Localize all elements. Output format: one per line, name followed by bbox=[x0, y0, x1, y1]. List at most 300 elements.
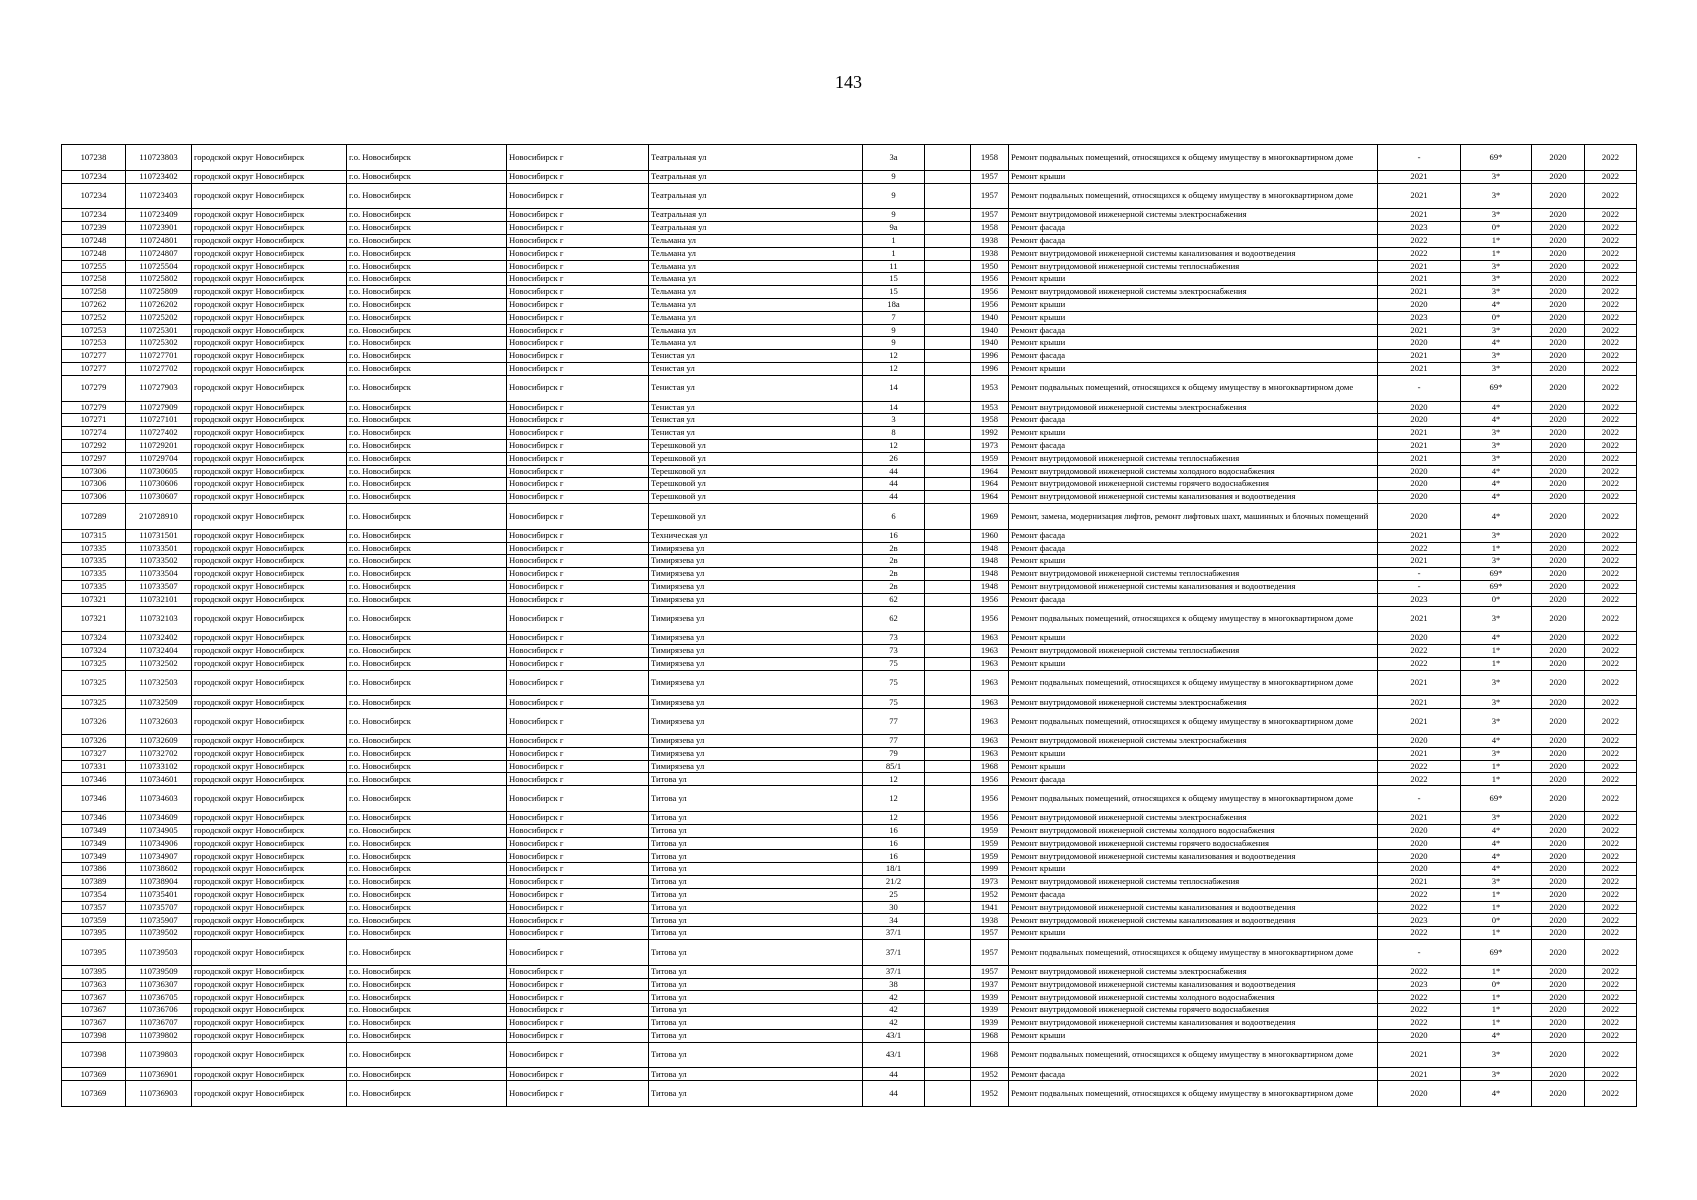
cell-year-built: 1958 bbox=[971, 222, 1009, 235]
cell-house-id: 107349 bbox=[62, 824, 126, 837]
cell-item-code: 110733502 bbox=[126, 555, 192, 568]
cell-item-code: 110729704 bbox=[126, 452, 192, 465]
cell-city: Новосибирск г bbox=[507, 1017, 649, 1030]
cell-shift: 3* bbox=[1461, 1042, 1532, 1068]
cell-period-start: 2020 bbox=[1532, 670, 1585, 696]
cell-extra bbox=[925, 1042, 971, 1068]
cell-work-type: Ремонт крыши bbox=[1009, 555, 1378, 568]
cell-plan-year: 2021 bbox=[1378, 709, 1461, 735]
cell-work-type: Ремонт подвальных помещений, относящихся к общему имуществу в многоквартирном доме bbox=[1009, 709, 1378, 735]
cell-extra bbox=[925, 1068, 971, 1081]
cell-house-number: 62 bbox=[863, 593, 925, 606]
page-number: 143 bbox=[835, 72, 862, 92]
cell-plan-year: 2021 bbox=[1378, 529, 1461, 542]
cell-municipality: городской округ Новосибирск bbox=[192, 991, 347, 1004]
cell-period-start: 2020 bbox=[1532, 645, 1585, 658]
cell-shift: 4* bbox=[1461, 491, 1532, 504]
cell-city: Новосибирск г bbox=[507, 786, 649, 812]
cell-house-number: 44 bbox=[863, 1068, 925, 1081]
table-row bbox=[62, 529, 1637, 542]
cell-period-end: 2022 bbox=[1585, 1081, 1637, 1107]
cell-plan-year: 2020 bbox=[1378, 1029, 1461, 1042]
cell-plan-year: 2022 bbox=[1378, 247, 1461, 260]
cell-period-start: 2020 bbox=[1532, 1017, 1585, 1030]
cell-plan-year: - bbox=[1378, 940, 1461, 966]
cell-period-start: 2020 bbox=[1532, 209, 1585, 222]
cell-extra bbox=[925, 657, 971, 670]
cell-municipality: городской округ Новосибирск bbox=[192, 273, 347, 286]
table-row bbox=[62, 735, 1637, 748]
cell-item-code: 110738602 bbox=[126, 863, 192, 876]
cell-item-code: 110738904 bbox=[126, 876, 192, 889]
cell-municipality: городской округ Новосибирск bbox=[192, 670, 347, 696]
cell-house-id: 107395 bbox=[62, 927, 126, 940]
cell-plan-year: - bbox=[1378, 145, 1461, 171]
cell-year-built: 1948 bbox=[971, 555, 1009, 568]
cell-shift: 4* bbox=[1461, 414, 1532, 427]
table-row bbox=[62, 439, 1637, 452]
table-row bbox=[62, 850, 1637, 863]
cell-city: Новосибирск г bbox=[507, 401, 649, 414]
cell-street: Тельмана ул bbox=[649, 324, 863, 337]
cell-district: г.о. Новосибирск bbox=[347, 273, 507, 286]
cell-house-number: 12 bbox=[863, 350, 925, 363]
cell-city: Новосибирск г bbox=[507, 234, 649, 247]
cell-house-id: 107252 bbox=[62, 311, 126, 324]
cell-work-type: Ремонт внутридомовой инженерной системы электроснабжения bbox=[1009, 812, 1378, 825]
cell-period-end: 2022 bbox=[1585, 311, 1637, 324]
cell-street: Тенистая ул bbox=[649, 375, 863, 401]
cell-city: Новосибирск г bbox=[507, 247, 649, 260]
cell-street: Тимирязева ул bbox=[649, 760, 863, 773]
cell-period-end: 2022 bbox=[1585, 1004, 1637, 1017]
cell-extra bbox=[925, 876, 971, 889]
cell-period-start: 2020 bbox=[1532, 773, 1585, 786]
cell-period-end: 2022 bbox=[1585, 593, 1637, 606]
cell-period-end: 2022 bbox=[1585, 696, 1637, 709]
cell-period-end: 2022 bbox=[1585, 145, 1637, 171]
cell-street: Титова ул bbox=[649, 940, 863, 966]
cell-house-id: 107234 bbox=[62, 209, 126, 222]
cell-plan-year: 2021 bbox=[1378, 606, 1461, 632]
cell-district: г.о. Новосибирск bbox=[347, 850, 507, 863]
cell-extra bbox=[925, 311, 971, 324]
cell-period-end: 2022 bbox=[1585, 209, 1637, 222]
cell-work-type: Ремонт подвальных помещений, относящихся к общему имуществу в многоквартирном доме bbox=[1009, 786, 1378, 812]
cell-plan-year: 2022 bbox=[1378, 760, 1461, 773]
cell-period-end: 2022 bbox=[1585, 555, 1637, 568]
cell-period-start: 2020 bbox=[1532, 786, 1585, 812]
cell-house-id: 107367 bbox=[62, 991, 126, 1004]
cell-house-number: 62 bbox=[863, 606, 925, 632]
cell-city: Новосибирск г bbox=[507, 747, 649, 760]
cell-municipality: городской округ Новосибирск bbox=[192, 927, 347, 940]
cell-item-code: 110732502 bbox=[126, 657, 192, 670]
cell-district: г.о. Новосибирск bbox=[347, 491, 507, 504]
cell-period-start: 2020 bbox=[1532, 375, 1585, 401]
cell-street: Тенистая ул bbox=[649, 362, 863, 375]
cell-plan-year: 2023 bbox=[1378, 978, 1461, 991]
cell-house-id: 107321 bbox=[62, 593, 126, 606]
cell-period-start: 2020 bbox=[1532, 812, 1585, 825]
cell-city: Новосибирск г bbox=[507, 735, 649, 748]
cell-item-code: 110730605 bbox=[126, 465, 192, 478]
cell-item-code: 110727702 bbox=[126, 362, 192, 375]
cell-street: Титова ул bbox=[649, 991, 863, 1004]
cell-extra bbox=[925, 978, 971, 991]
cell-item-code: 210728910 bbox=[126, 503, 192, 529]
cell-district: г.о. Новосибирск bbox=[347, 735, 507, 748]
cell-street: Тимирязева ул bbox=[649, 632, 863, 645]
cell-period-end: 2022 bbox=[1585, 837, 1637, 850]
cell-shift: 3* bbox=[1461, 1068, 1532, 1081]
cell-plan-year: 2020 bbox=[1378, 1081, 1461, 1107]
cell-extra bbox=[925, 414, 971, 427]
cell-extra bbox=[925, 286, 971, 299]
cell-street: Тенистая ул bbox=[649, 401, 863, 414]
cell-district: г.о. Новосибирск bbox=[347, 606, 507, 632]
cell-city: Новосибирск г bbox=[507, 555, 649, 568]
table-row bbox=[62, 670, 1637, 696]
cell-house-id: 107248 bbox=[62, 247, 126, 260]
cell-municipality: городской округ Новосибирск bbox=[192, 247, 347, 260]
cell-shift: 1* bbox=[1461, 1004, 1532, 1017]
cell-street: Титова ул bbox=[649, 1042, 863, 1068]
cell-extra bbox=[925, 542, 971, 555]
cell-house-id: 107325 bbox=[62, 696, 126, 709]
table-row bbox=[62, 965, 1637, 978]
cell-period-end: 2022 bbox=[1585, 375, 1637, 401]
cell-district: г.о. Новосибирск bbox=[347, 927, 507, 940]
cell-plan-year: 2020 bbox=[1378, 478, 1461, 491]
cell-work-type: Ремонт крыши bbox=[1009, 863, 1378, 876]
cell-period-start: 2020 bbox=[1532, 324, 1585, 337]
cell-plan-year: 2020 bbox=[1378, 735, 1461, 748]
cell-house-id: 107335 bbox=[62, 555, 126, 568]
cell-shift: 4* bbox=[1461, 1081, 1532, 1107]
table-row bbox=[62, 645, 1637, 658]
cell-plan-year: 2020 bbox=[1378, 837, 1461, 850]
cell-district: г.о. Новосибирск bbox=[347, 824, 507, 837]
cell-extra bbox=[925, 350, 971, 363]
cell-year-built: 1992 bbox=[971, 427, 1009, 440]
cell-extra bbox=[925, 465, 971, 478]
cell-work-type: Ремонт внутридомовой инженерной системы теплоснабжения bbox=[1009, 645, 1378, 658]
cell-extra bbox=[925, 260, 971, 273]
cell-house-number: 12 bbox=[863, 439, 925, 452]
cell-house-number: 9 bbox=[863, 209, 925, 222]
cell-work-type: Ремонт подвальных помещений, относящихся к общему имуществу в многоквартирном доме bbox=[1009, 606, 1378, 632]
cell-house-number: 11 bbox=[863, 260, 925, 273]
cell-item-code: 110734907 bbox=[126, 850, 192, 863]
cell-municipality: городской округ Новосибирск bbox=[192, 439, 347, 452]
cell-house-id: 107346 bbox=[62, 786, 126, 812]
cell-year-built: 1939 bbox=[971, 1017, 1009, 1030]
cell-period-start: 2020 bbox=[1532, 657, 1585, 670]
cell-district: г.о. Новосибирск bbox=[347, 991, 507, 1004]
cell-work-type: Ремонт внутридомовой инженерной системы горячего водоснабжения bbox=[1009, 1004, 1378, 1017]
cell-district: г.о. Новосибирск bbox=[347, 401, 507, 414]
cell-street: Тенистая ул bbox=[649, 427, 863, 440]
cell-municipality: городской округ Новосибирск bbox=[192, 324, 347, 337]
cell-house-id: 107367 bbox=[62, 1017, 126, 1030]
cell-year-built: 1969 bbox=[971, 503, 1009, 529]
cell-district: г.о. Новосибирск bbox=[347, 876, 507, 889]
cell-period-start: 2020 bbox=[1532, 452, 1585, 465]
cell-year-built: 1948 bbox=[971, 542, 1009, 555]
cell-period-start: 2020 bbox=[1532, 927, 1585, 940]
cell-period-end: 2022 bbox=[1585, 965, 1637, 978]
cell-house-id: 107274 bbox=[62, 427, 126, 440]
cell-city: Новосибирск г bbox=[507, 1029, 649, 1042]
cell-district: г.о. Новосибирск bbox=[347, 901, 507, 914]
cell-extra bbox=[925, 991, 971, 1004]
cell-period-start: 2020 bbox=[1532, 529, 1585, 542]
cell-district: г.о. Новосибирск bbox=[347, 529, 507, 542]
cell-extra bbox=[925, 362, 971, 375]
cell-house-number: 79 bbox=[863, 747, 925, 760]
cell-district: г.о. Новосибирск bbox=[347, 311, 507, 324]
cell-street: Тимирязева ул bbox=[649, 555, 863, 568]
cell-city: Новосибирск г bbox=[507, 812, 649, 825]
cell-extra bbox=[925, 145, 971, 171]
cell-year-built: 1956 bbox=[971, 298, 1009, 311]
cell-period-end: 2022 bbox=[1585, 286, 1637, 299]
cell-shift: 1* bbox=[1461, 645, 1532, 658]
cell-shift: 0* bbox=[1461, 311, 1532, 324]
cell-year-built: 1968 bbox=[971, 1042, 1009, 1068]
cell-shift: 3* bbox=[1461, 350, 1532, 363]
cell-extra bbox=[925, 888, 971, 901]
cell-year-built: 1952 bbox=[971, 1081, 1009, 1107]
cell-plan-year: 2022 bbox=[1378, 991, 1461, 1004]
cell-city: Новосибирск г bbox=[507, 375, 649, 401]
cell-municipality: городской округ Новосибирск bbox=[192, 414, 347, 427]
cell-city: Новосибирск г bbox=[507, 491, 649, 504]
cell-city: Новосибирск г bbox=[507, 298, 649, 311]
cell-period-start: 2020 bbox=[1532, 555, 1585, 568]
cell-year-built: 1996 bbox=[971, 362, 1009, 375]
cell-plan-year: 2022 bbox=[1378, 1017, 1461, 1030]
cell-house-id: 107363 bbox=[62, 978, 126, 991]
cell-municipality: городской округ Новосибирск bbox=[192, 286, 347, 299]
cell-city: Новосибирск г bbox=[507, 503, 649, 529]
cell-municipality: городской округ Новосибирск bbox=[192, 837, 347, 850]
cell-plan-year: 2022 bbox=[1378, 645, 1461, 658]
cell-item-code: 110732101 bbox=[126, 593, 192, 606]
cell-work-type: Ремонт подвальных помещений, относящихся к общему имуществу в многоквартирном доме bbox=[1009, 1081, 1378, 1107]
cell-period-end: 2022 bbox=[1585, 1042, 1637, 1068]
cell-year-built: 1959 bbox=[971, 850, 1009, 863]
cell-district: г.о. Новосибирск bbox=[347, 555, 507, 568]
cell-city: Новосибирск г bbox=[507, 529, 649, 542]
cell-period-end: 2022 bbox=[1585, 401, 1637, 414]
table-row bbox=[62, 991, 1637, 1004]
cell-street: Титова ул bbox=[649, 1068, 863, 1081]
cell-city: Новосибирск г bbox=[507, 1042, 649, 1068]
table-row bbox=[62, 876, 1637, 889]
cell-shift: 4* bbox=[1461, 837, 1532, 850]
cell-extra bbox=[925, 503, 971, 529]
cell-shift: 3* bbox=[1461, 670, 1532, 696]
cell-house-id: 107325 bbox=[62, 670, 126, 696]
cell-city: Новосибирск г bbox=[507, 593, 649, 606]
cell-work-type: Ремонт подвальных помещений, относящихся к общему имуществу в многоквартирном доме bbox=[1009, 145, 1378, 171]
cell-extra bbox=[925, 773, 971, 786]
cell-shift: 3* bbox=[1461, 324, 1532, 337]
cell-house-number: 9 bbox=[863, 170, 925, 183]
cell-extra bbox=[925, 735, 971, 748]
cell-period-end: 2022 bbox=[1585, 901, 1637, 914]
cell-shift: 4* bbox=[1461, 824, 1532, 837]
cell-shift: 1* bbox=[1461, 888, 1532, 901]
cell-city: Новосибирск г bbox=[507, 209, 649, 222]
cell-item-code: 110725802 bbox=[126, 273, 192, 286]
cell-street: Титова ул bbox=[649, 888, 863, 901]
cell-street: Тимирязева ул bbox=[649, 593, 863, 606]
cell-district: г.о. Новосибирск bbox=[347, 965, 507, 978]
cell-district: г.о. Новосибирск bbox=[347, 1029, 507, 1042]
cell-street: Терешковой ул bbox=[649, 452, 863, 465]
cell-house-number: 2в bbox=[863, 555, 925, 568]
cell-house-number: 75 bbox=[863, 696, 925, 709]
cell-house-id: 107258 bbox=[62, 273, 126, 286]
cell-extra bbox=[925, 824, 971, 837]
cell-house-id: 107327 bbox=[62, 747, 126, 760]
cell-year-built: 1999 bbox=[971, 863, 1009, 876]
cell-district: г.о. Новосибирск bbox=[347, 439, 507, 452]
cell-house-id: 107359 bbox=[62, 914, 126, 927]
cell-year-built: 1953 bbox=[971, 401, 1009, 414]
cell-year-built: 1963 bbox=[971, 670, 1009, 696]
cell-period-end: 2022 bbox=[1585, 876, 1637, 889]
cell-city: Новосибирск г bbox=[507, 427, 649, 440]
cell-shift: 69* bbox=[1461, 940, 1532, 966]
cell-period-end: 2022 bbox=[1585, 709, 1637, 735]
cell-street: Театральная ул bbox=[649, 222, 863, 235]
cell-district: г.о. Новосибирск bbox=[347, 478, 507, 491]
cell-plan-year: 2021 bbox=[1378, 260, 1461, 273]
cell-municipality: городской округ Новосибирск bbox=[192, 965, 347, 978]
cell-house-number: 16 bbox=[863, 837, 925, 850]
cell-house-id: 107326 bbox=[62, 709, 126, 735]
cell-period-start: 2020 bbox=[1532, 478, 1585, 491]
cell-street: Титова ул bbox=[649, 1029, 863, 1042]
cell-municipality: городской округ Новосибирск bbox=[192, 145, 347, 171]
cell-street: Тимирязева ул bbox=[649, 606, 863, 632]
cell-shift: 3* bbox=[1461, 876, 1532, 889]
cell-house-number: 3 bbox=[863, 414, 925, 427]
cell-period-start: 2020 bbox=[1532, 735, 1585, 748]
cell-city: Новосибирск г bbox=[507, 222, 649, 235]
cell-plan-year: - bbox=[1378, 786, 1461, 812]
cell-work-type: Ремонт внутридомовой инженерной системы теплоснабжения bbox=[1009, 452, 1378, 465]
cell-house-number: 77 bbox=[863, 735, 925, 748]
cell-period-start: 2020 bbox=[1532, 362, 1585, 375]
cell-street: Тельмана ул bbox=[649, 286, 863, 299]
cell-district: г.о. Новосибирск bbox=[347, 503, 507, 529]
cell-period-end: 2022 bbox=[1585, 657, 1637, 670]
cell-plan-year: 2022 bbox=[1378, 773, 1461, 786]
cell-work-type: Ремонт фасада bbox=[1009, 234, 1378, 247]
cell-house-id: 107253 bbox=[62, 337, 126, 350]
cell-house-number: 37/1 bbox=[863, 927, 925, 940]
cell-item-code: 110739803 bbox=[126, 1042, 192, 1068]
cell-street: Тельмана ул bbox=[649, 234, 863, 247]
cell-year-built: 1957 bbox=[971, 170, 1009, 183]
cell-period-end: 2022 bbox=[1585, 183, 1637, 209]
cell-item-code: 110734905 bbox=[126, 824, 192, 837]
cell-city: Новосибирск г bbox=[507, 991, 649, 1004]
cell-year-built: 1956 bbox=[971, 786, 1009, 812]
cell-year-built: 1952 bbox=[971, 1068, 1009, 1081]
cell-plan-year: 2021 bbox=[1378, 324, 1461, 337]
cell-period-end: 2022 bbox=[1585, 414, 1637, 427]
cell-item-code: 110725302 bbox=[126, 337, 192, 350]
cell-shift: 4* bbox=[1461, 465, 1532, 478]
cell-work-type: Ремонт фасада bbox=[1009, 888, 1378, 901]
table-row bbox=[62, 170, 1637, 183]
cell-shift: 3* bbox=[1461, 747, 1532, 760]
cell-district: г.о. Новосибирск bbox=[347, 773, 507, 786]
cell-work-type: Ремонт фасада bbox=[1009, 439, 1378, 452]
cell-period-end: 2022 bbox=[1585, 940, 1637, 966]
cell-district: г.о. Новосибирск bbox=[347, 350, 507, 363]
cell-house-id: 107398 bbox=[62, 1029, 126, 1042]
cell-item-code: 110727909 bbox=[126, 401, 192, 414]
cell-city: Новосибирск г bbox=[507, 452, 649, 465]
cell-work-type: Ремонт внутридомовой инженерной системы канализования и водоотведения bbox=[1009, 580, 1378, 593]
cell-plan-year: - bbox=[1378, 568, 1461, 581]
cell-shift: 4* bbox=[1461, 850, 1532, 863]
cell-extra bbox=[925, 696, 971, 709]
cell-street: Театральная ул bbox=[649, 183, 863, 209]
cell-house-id: 107248 bbox=[62, 234, 126, 247]
cell-plan-year: 2022 bbox=[1378, 901, 1461, 914]
table-row bbox=[62, 286, 1637, 299]
cell-municipality: городской округ Новосибирск bbox=[192, 901, 347, 914]
cell-street: Тельмана ул bbox=[649, 247, 863, 260]
cell-district: г.о. Новосибирск bbox=[347, 170, 507, 183]
cell-shift: 69* bbox=[1461, 145, 1532, 171]
cell-work-type: Ремонт крыши bbox=[1009, 427, 1378, 440]
cell-item-code: 110725504 bbox=[126, 260, 192, 273]
cell-municipality: городской округ Новосибирск bbox=[192, 888, 347, 901]
cell-house-number: 75 bbox=[863, 657, 925, 670]
cell-year-built: 1941 bbox=[971, 901, 1009, 914]
cell-period-end: 2022 bbox=[1585, 247, 1637, 260]
cell-street: Театральная ул bbox=[649, 209, 863, 222]
cell-period-end: 2022 bbox=[1585, 760, 1637, 773]
cell-year-built: 1957 bbox=[971, 209, 1009, 222]
cell-street: Тельмана ул bbox=[649, 273, 863, 286]
cell-year-built: 1963 bbox=[971, 657, 1009, 670]
cell-house-id: 107335 bbox=[62, 568, 126, 581]
cell-street: Тимирязева ул bbox=[649, 645, 863, 658]
cell-district: г.о. Новосибирск bbox=[347, 696, 507, 709]
cell-extra bbox=[925, 1029, 971, 1042]
cell-house-number: 37/1 bbox=[863, 940, 925, 966]
cell-shift: 3* bbox=[1461, 286, 1532, 299]
cell-municipality: городской округ Новосибирск bbox=[192, 824, 347, 837]
cell-item-code: 110727701 bbox=[126, 350, 192, 363]
cell-work-type: Ремонт фасада bbox=[1009, 773, 1378, 786]
cell-city: Новосибирск г bbox=[507, 542, 649, 555]
cell-street: Титова ул bbox=[649, 837, 863, 850]
cell-street: Терешковой ул bbox=[649, 465, 863, 478]
cell-shift: 4* bbox=[1461, 478, 1532, 491]
cell-period-start: 2020 bbox=[1532, 427, 1585, 440]
